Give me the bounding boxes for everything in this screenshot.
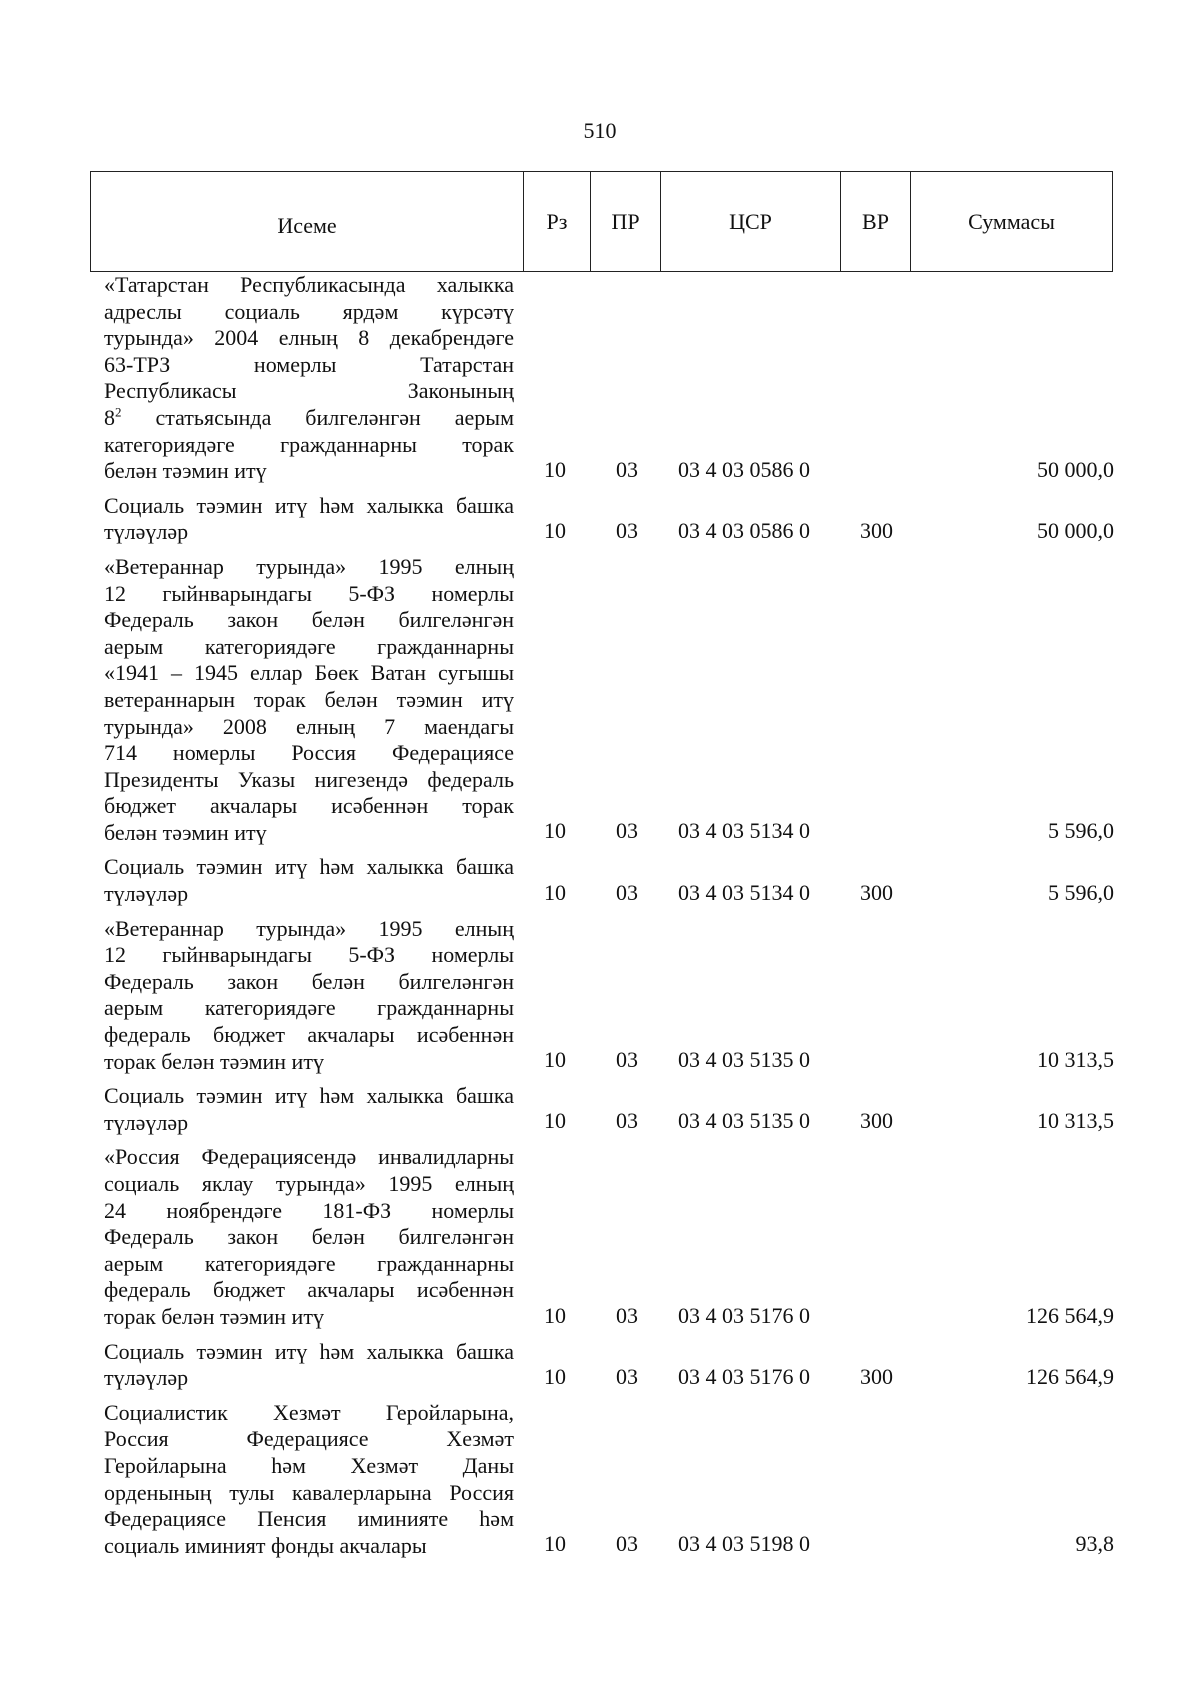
row-name-line: 24 ноябрендәге 181-ФЗ номерлы [104, 1197, 514, 1223]
row-name-line: $8^2$ статьясында билгеләнгән аерым [104, 404, 514, 430]
row-pr: 03 [616, 1047, 638, 1073]
row-name [104, 1144, 514, 1330]
row-csr: 03 4 03 5134 0 [678, 879, 810, 905]
row-rz: 10 [544, 456, 566, 482]
page-number: 510 [583, 118, 617, 143]
table-row [104, 1400, 1114, 1560]
header-vr: ВР [841, 172, 911, 272]
row-pr: 03 [616, 456, 638, 482]
table-row [104, 854, 1114, 907]
row-name-line: түләүләр [104, 881, 189, 907]
row-sum: 50 000,0 [1037, 456, 1114, 482]
row-name-line: категориядәге гражданнарны торак [104, 431, 514, 457]
row-name-line: 714 номерлы Россия Федерациясе [104, 740, 514, 766]
row-csr: 03 4 03 5176 0 [678, 1302, 810, 1328]
row-rz: 10 [544, 1108, 566, 1134]
header-name: Исеме [91, 172, 524, 272]
row-rz: 10 [544, 879, 566, 905]
row-name-line: турында» 2008 елның 7 маендагы [104, 713, 514, 739]
table-row [104, 1144, 1114, 1330]
row-sum: 10 313,5 [1037, 1108, 1114, 1134]
row-rz: 10 [544, 517, 566, 543]
table-row [104, 1339, 1114, 1392]
row-name-line: федераль бюджет акчалары исәбеннән [104, 1277, 514, 1303]
row-name-line: «Татарстан Республикасында халыкка [104, 272, 514, 297]
row-name-line: федераль бюджет акчалары исәбеннән [104, 1022, 514, 1048]
row-name-line: түләүләр [104, 1109, 189, 1135]
row-name-line: аерым категориядәге гражданнарны [104, 995, 514, 1021]
row-vr: 300 [860, 879, 893, 905]
row-sum: 126 564,9 [1026, 1363, 1114, 1389]
row-name-line: 12 гыйнварындагы 5-ФЗ номерлы [104, 942, 514, 968]
row-name [104, 1339, 514, 1392]
row-name [104, 493, 514, 546]
row-pr: 03 [616, 1363, 638, 1389]
header-pr: ПР [591, 172, 661, 272]
row-vr: 300 [860, 1108, 893, 1134]
header-sum: Суммасы [911, 172, 1113, 272]
row-name-line: Федерациясе Пенсия иминияте һәм [104, 1506, 514, 1532]
row-name-line: Социаль тәэмин итү һәм халыкка башка [104, 854, 514, 880]
row-name-line: Социаль тәэмин итү һәм халыкка башка [104, 492, 514, 518]
row-name-line: торак белән тәэмин итү [104, 1303, 324, 1329]
row-name-line: түләүләр [104, 519, 189, 545]
row-sum: 93,8 [1075, 1531, 1114, 1557]
row-csr: 03 4 03 5176 0 [678, 1363, 810, 1389]
row-name-line: Россия Федерациясе Хезмәт [104, 1426, 514, 1452]
row-name-line: «Ветераннар турында» 1995 елның [104, 915, 514, 941]
table-row [104, 493, 1114, 546]
row-name-line: «Россия Федерациясендә инвалидларны [104, 1144, 514, 1170]
row-name-line: аерым категориядәге гражданнарны [104, 633, 514, 659]
row-name-line: социаль яклау турында» 1995 елның [104, 1171, 514, 1196]
row-name-line: бюджет акчалары исәбеннән торак [104, 793, 514, 819]
row-sum: 126 564,9 [1026, 1302, 1114, 1328]
row-sum: 50 000,0 [1037, 517, 1114, 543]
header-csr: ЦСР [661, 172, 841, 272]
row-name-line: торак белән тәэмин итү [104, 1048, 324, 1074]
row-name-line: түләүләр [104, 1365, 189, 1391]
table-row [104, 1083, 1114, 1136]
row-rz: 10 [544, 1302, 566, 1328]
row-pr: 03 [616, 1302, 638, 1328]
row-csr: 03 4 03 0586 0 [678, 456, 810, 482]
table-body [104, 272, 1114, 1559]
row-sum: 5 596,0 [1048, 879, 1114, 905]
row-rz: 10 [544, 1047, 566, 1073]
row-csr: 03 4 03 5198 0 [678, 1531, 810, 1557]
table-row [104, 554, 1114, 847]
row-name-line: Федераль закон белән билгеләнгән [104, 968, 514, 994]
row-name-line: Федераль закон белән билгеләнгән [104, 607, 514, 633]
row-name [104, 1083, 514, 1136]
row-name-line: аерым категориядәге гражданнарны [104, 1250, 514, 1276]
row-pr: 03 [616, 1108, 638, 1134]
row-name-line: Президенты Указы нигезендә федераль [104, 766, 514, 792]
row-csr: 03 4 03 5135 0 [678, 1108, 810, 1134]
row-name-line: «1941 – 1945 еллар Бөек Ватан сугышы [104, 660, 514, 686]
row-name-line: Социаль тәэмин итү һәм халыкка башка [104, 1083, 514, 1109]
row-csr: 03 4 03 5134 0 [678, 818, 810, 844]
table-row [104, 272, 1114, 485]
table-header [90, 171, 1113, 272]
row-csr: 03 4 03 5135 0 [678, 1047, 810, 1073]
row-name-line: Социаль тәэмин итү һәм халыкка башка [104, 1338, 514, 1364]
table-row [104, 916, 1114, 1076]
row-rz: 10 [544, 1531, 566, 1557]
row-sum: 10 313,5 [1037, 1047, 1114, 1073]
row-csr: 03 4 03 0586 0 [678, 517, 810, 543]
row-vr: 300 [860, 517, 893, 543]
row-rz: 10 [544, 818, 566, 844]
row-name [104, 272, 514, 485]
row-pr: 03 [616, 1531, 638, 1557]
row-name-line: Геройларына һәм Хезмәт Даны [104, 1452, 514, 1478]
row-rz: 10 [544, 1363, 566, 1389]
row-name [104, 1400, 514, 1560]
row-name [104, 916, 514, 1076]
row-pr: 03 [616, 517, 638, 543]
row-name-line: Республикасы Законының [104, 378, 514, 404]
row-name-line: социаль иминият фонды акчалары [104, 1532, 427, 1558]
row-name-line: адреслы социаль ярдәм күрсәтү [104, 298, 514, 324]
row-name-line: белән тәэмин итү [104, 819, 267, 845]
row-name-line: 63-ТРЗ номерлы Татарстан [104, 351, 514, 377]
header-rz: Рз [524, 172, 591, 272]
row-vr: 300 [860, 1363, 893, 1389]
row-sum: 5 596,0 [1048, 818, 1114, 844]
row-name-line: Социалистик Хезмәт Геройларына, [104, 1399, 514, 1425]
row-name [104, 554, 514, 847]
row-name-line: ветераннарын торак белән тәэмин итү [104, 686, 514, 712]
row-pr: 03 [616, 879, 638, 905]
row-name-line: «Ветераннар турында» 1995 елның [104, 553, 514, 579]
row-pr: 03 [616, 818, 638, 844]
row-name-line: турында» 2004 елның 8 декабрендәге [104, 325, 514, 351]
row-name-line: Федераль закон белән билгеләнгән [104, 1224, 514, 1250]
row-name-line: белән тәэмин итү [104, 458, 267, 484]
row-name [104, 854, 514, 907]
row-name-line: 12 гыйнварындагы 5-ФЗ номерлы [104, 580, 514, 606]
row-name-line: орденының тулы кавалерларына Россия [104, 1479, 514, 1505]
